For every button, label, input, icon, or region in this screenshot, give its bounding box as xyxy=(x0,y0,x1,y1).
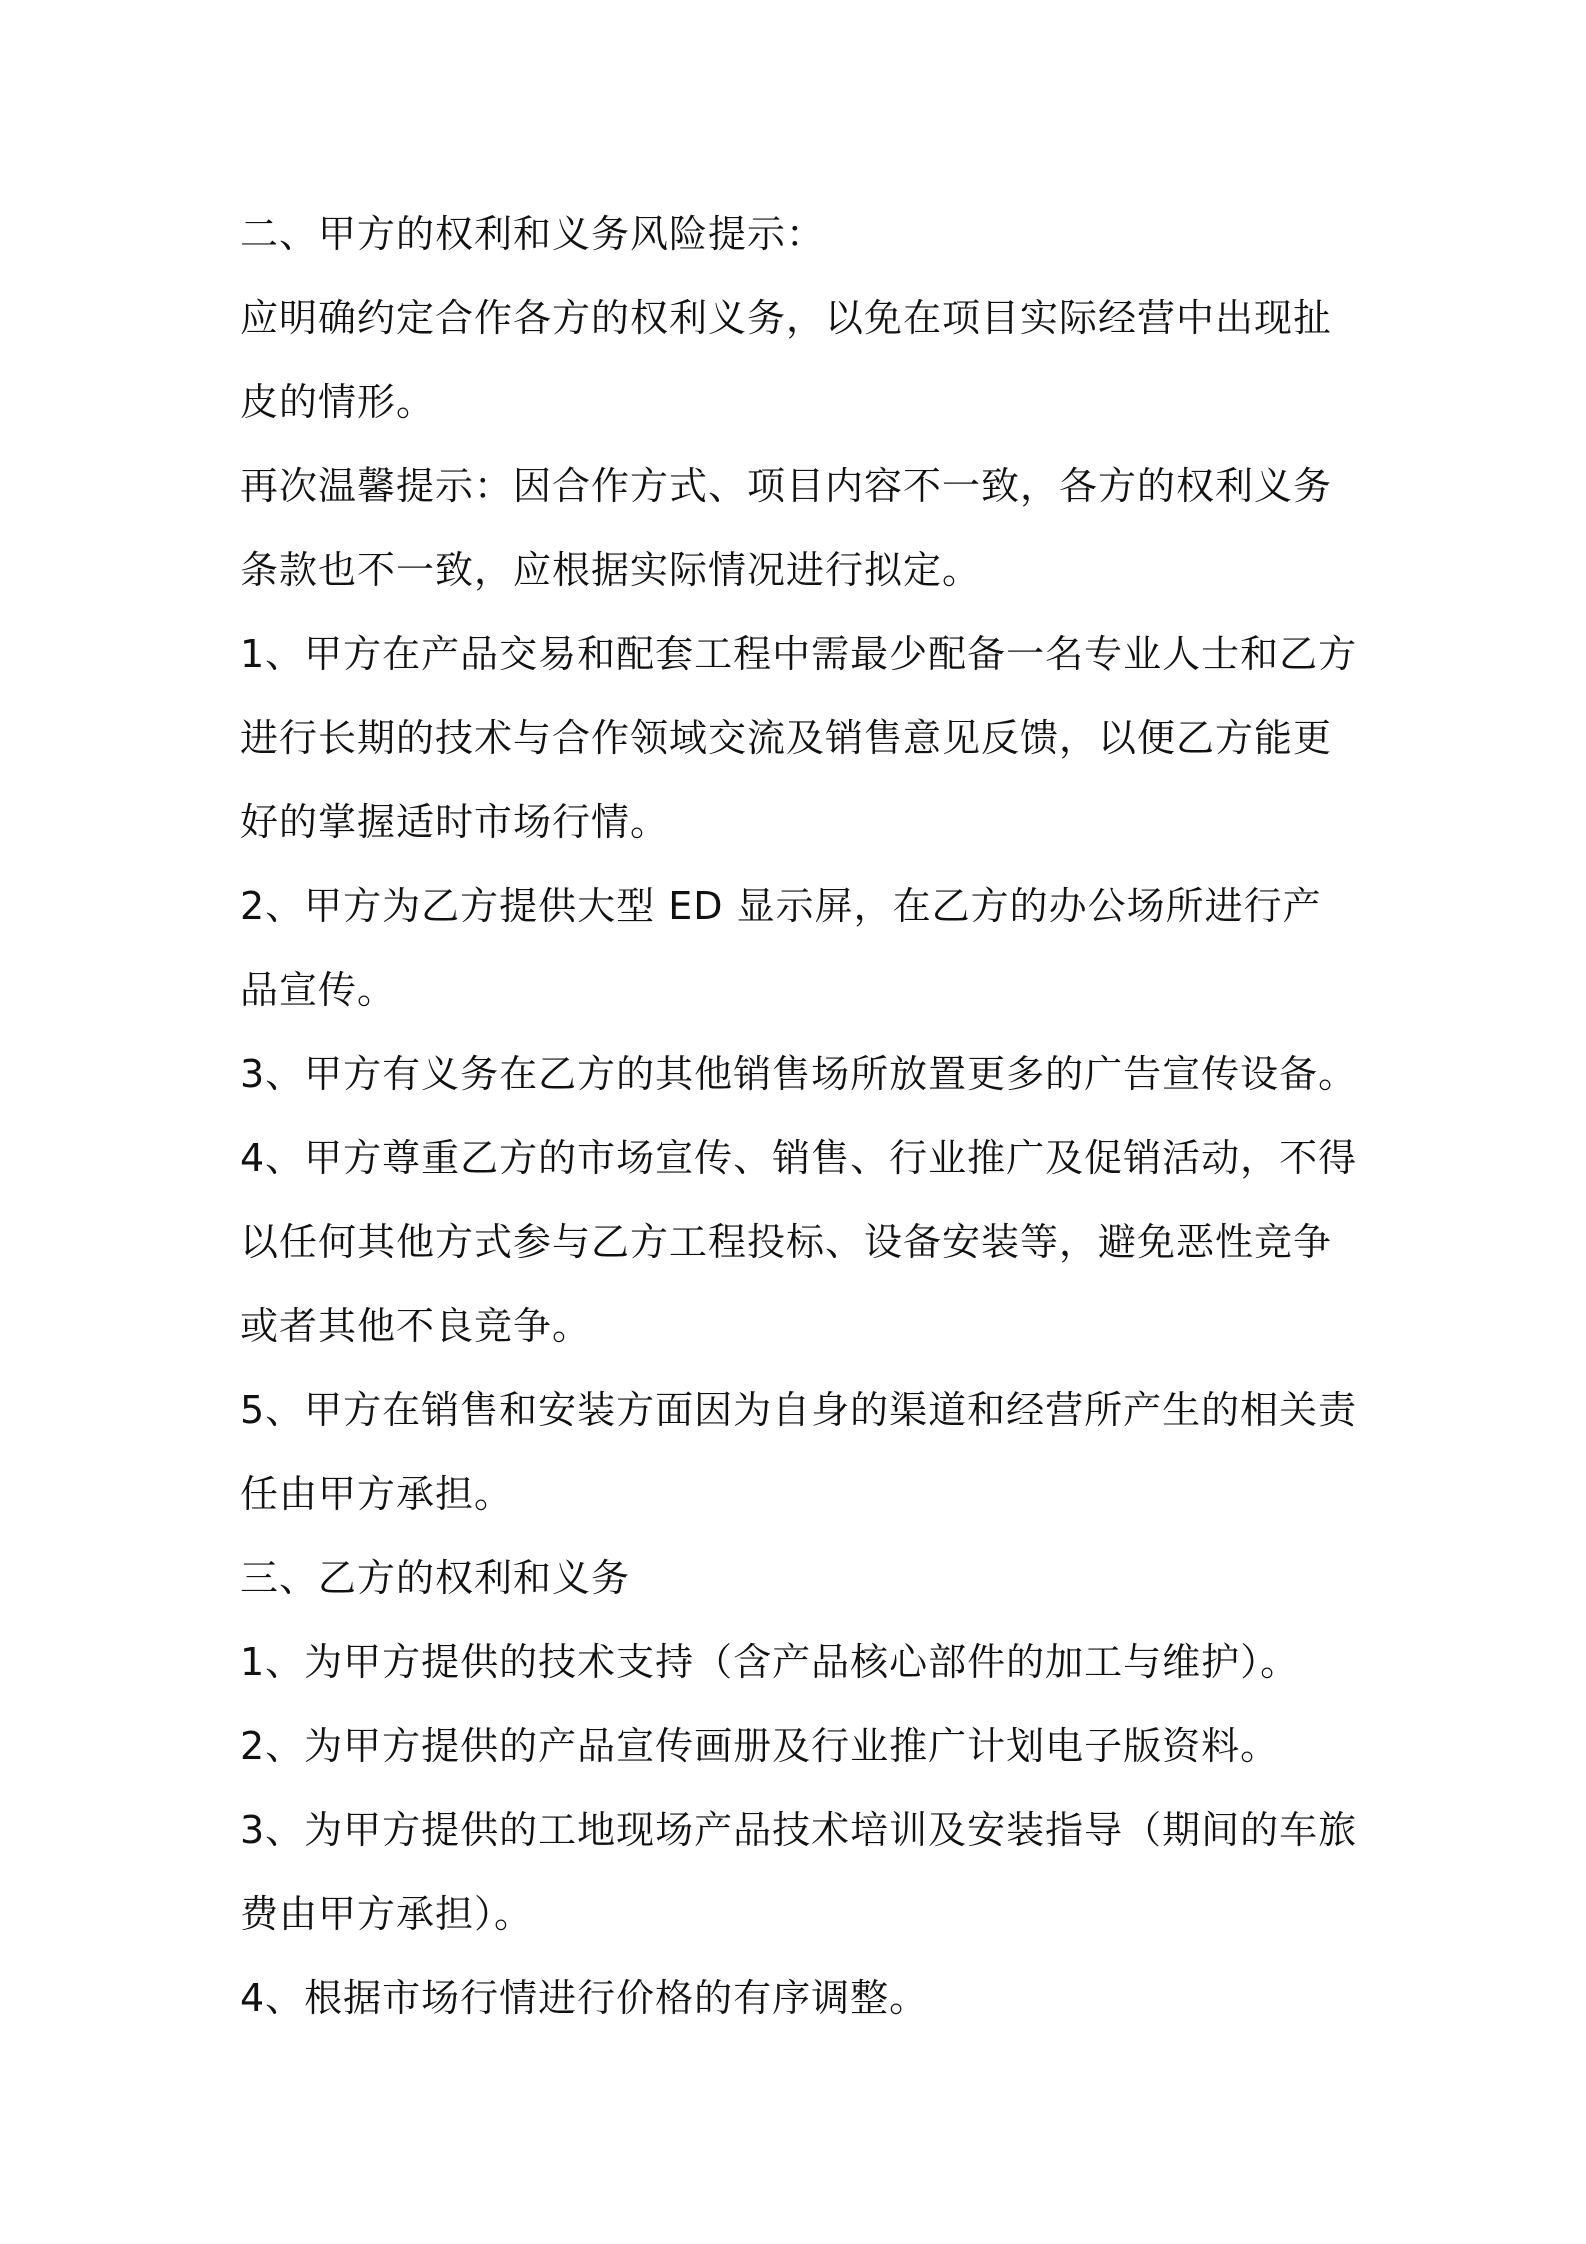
party-a-clause-1: 1、甲方在产品交易和配套工程中需最少配备一名专业人士和乙方进行长期的技术与合作领域交流及销售意见反馈，以便乙方能更好的掌握适时市场行情。 xyxy=(240,632,1358,844)
paragraph-risk-note: 应明确约定合作各方的权利义务，以免在项目实际经营中出现扯皮的情形。 xyxy=(240,296,1333,424)
section-heading-party-b: 三、乙方的权利和义务 xyxy=(240,1556,631,1600)
party-b-clause-3: 3、为甲方提供的工地现场产品技术培训及安装指导（期间的车旅费由甲方承担）。 xyxy=(240,1808,1358,1936)
section-heading-party-a: 二、甲方的权利和义务风险提示： xyxy=(240,212,826,256)
party-b-clause-1: 1、为甲方提供的技术支持（含产品核心部件的加工与维护）。 xyxy=(240,1640,1300,1684)
party-a-clause-4: 4、甲方尊重乙方的市场宣传、销售、行业推广及促销活动，不得以任何其他方式参与乙方工程投标、设备安装等，避免恶性竞争或者其他不良竞争。 xyxy=(240,1136,1358,1348)
paragraph-reminder: 再次温馨提示：因合作方式、项目内容不一致，各方的权利义务条款也不一致，应根据实际情况进行拟定。 xyxy=(240,464,1333,592)
party-a-clause-5: 5、甲方在销售和安装方面因为自身的渠道和经营所产生的相关责任由甲方承担。 xyxy=(240,1388,1358,1516)
party-a-clause-2: 2、甲方为乙方提供大型 ED 显示屏，在乙方的办公场所进行产品宣传。 xyxy=(240,884,1322,1012)
party-b-clause-4: 4、根据市场行情进行价格的有序调整。 xyxy=(240,1976,929,2020)
document-body xyxy=(240,192,1360,2040)
party-a-clause-3: 3、甲方有义务在乙方的其他销售场所放置更多的广告宣传设备。 xyxy=(240,1052,1358,1096)
party-b-clause-2: 2、为甲方提供的产品宣传画册及行业推广计划电子版资料。 xyxy=(240,1724,1280,1768)
